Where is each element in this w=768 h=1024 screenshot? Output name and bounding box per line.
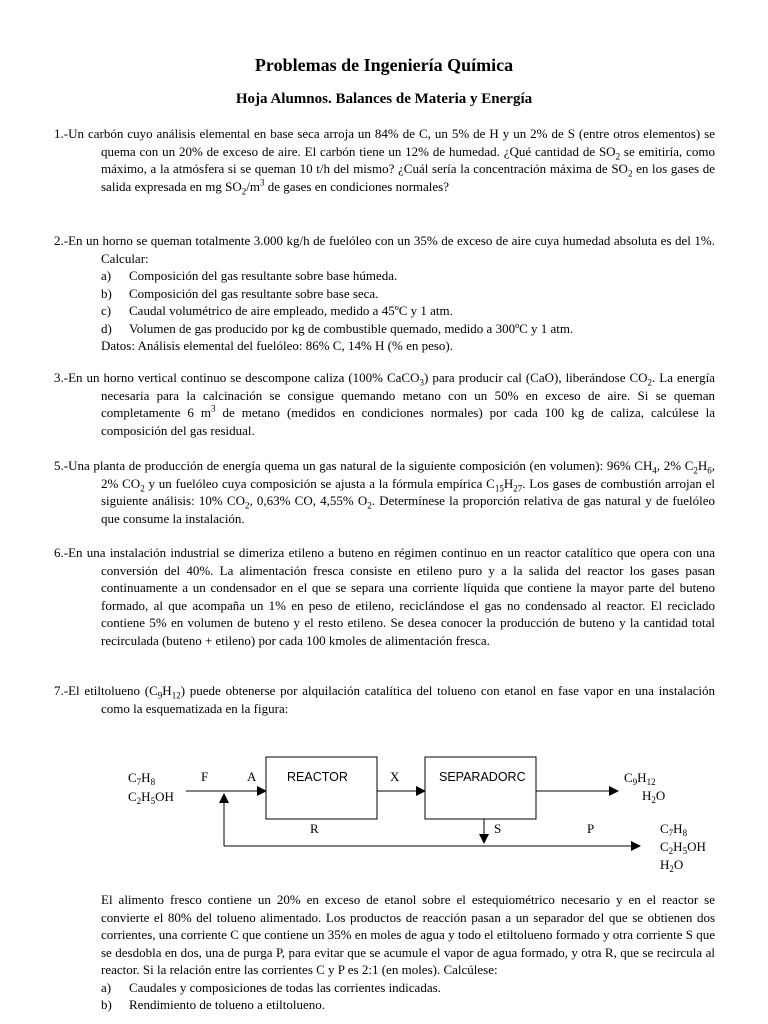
- problem-number: 1.-: [54, 126, 69, 141]
- page-title: Problemas de Ingeniería Química: [254, 55, 514, 75]
- problem-6: [54, 544, 715, 649]
- stream-r-label: R: [310, 821, 319, 836]
- problem-7-intro: 7.-El etiltolueno $(C_9H_{12})$ puede obtenerse por alquilación catalítica del tolueno con etanol en fase vapor en una instalación como la esquematizada en la figura:: [54, 683, 715, 716]
- problem-5-text: 5.-Una planta de producción de energía quema un gas natural de la siguiente composición (en volumen): 96% $CH_4$, 2% $C_2H_6$, 2% $CO_2$ y un fuelóleo cuya composición se ajusta a la fórmula empírica $C_{15}H_{27}$. Los gases de combustión arrojan el siguiente análisis: 10% $CO_2$, 0,63% CO, 4,55% $O_2$. Determínese la proporción relativa de gas natural y de fuelóleo que consume la instalación.: [54, 458, 716, 526]
- problem-2-list: [54, 267, 715, 337]
- process-diagram: [0, 740, 768, 880]
- stream-a-label: A: [247, 769, 257, 784]
- problem-7-text: El alimento fresco contiene un 20% en exceso de etanol sobre el estequiométrico necesario y en el reactor se convierte el 80% del tolueno alimentado. Los productos de reacción pasan a un separador del que se obtienen dos corrientes, una corriente C que contiene un 35% en moles de agua y todo el etiltolueno formado y otra corriente S que se desdobla en dos, una de purga P, para evitar que se acumule el vapor de agua formado, y otra R, que se recircula al reactor. Si la relación entre las corrientes C y P es 2:1 (en moles). Calcúlese:: [101, 892, 715, 977]
- purge-ethanol-label: $C_2H_5OH$: [660, 839, 706, 856]
- problem-number: 5.-: [54, 458, 69, 473]
- problem-5: [54, 457, 715, 527]
- list-item: d) Volumen de gas producido por kg de combustible quemado, medido a 300ºC y 1 atm.: [101, 320, 574, 336]
- problem-2: [54, 232, 715, 355]
- feed-toluene-label: $C_7H_8$: [128, 770, 156, 787]
- product-ethyltoluene-label: $C_9H_{12}$: [624, 770, 656, 787]
- list-item: b) Composición del gas resultante sobre base seca.: [101, 285, 379, 301]
- problem-number: 3.-: [54, 370, 69, 385]
- page-subtitle: Hoja Alumnos. Balances de Materia y Energía: [235, 91, 533, 107]
- problem-number: 7.-: [54, 683, 69, 698]
- problem-7-body: [54, 891, 715, 1014]
- problem-1-text: 1.-Un carbón cuyo análisis elemental en base seca arroja un 84% de C, un 5% de H y un 2% de S (entre otros elementos) se quema con un 20% de exceso de aire. El carbón tiene un 12% de humedad. ¿Qué cantidad de $SO_2$ se emitiría, como máximo, a la atmósfera si se queman 10 t/h del mismo? ¿Cuál sería la concentración máxima de $SO_2$ en los gases de salida expresada en mg $SO_2/m^3$ de gases en condiciones normales?: [54, 126, 715, 197]
- reactor-label: REACTOR: [287, 770, 348, 784]
- problem-6-text: 6.-En una instalación industrial se dimeriza etileno a buteno en régimen continuo en un reactor catalítico que opera con una conversión del 40%. La alimentación fresca consiste en etileno puro y a la salida del reactor los gases pasan continuamente a un condensador en el que se separa una corriente líquida que contiene la mayor parte del buteno formado, al que acompaña un 1% en peso de etileno, reciclándose el gas no condensado al reactor. El reciclado contiene 5% en volumen de buteno y el resto etileno. Se desea conocer la producción de buteno y la cantidad total recirculada (buteno + etileno) por cada 100 kmoles de alimentación fresca.: [54, 545, 715, 648]
- problem-number: 2.-: [54, 233, 69, 248]
- reactor-box: [266, 757, 377, 819]
- stream-f-label: F: [201, 769, 209, 784]
- separator-label: SEPARADORC: [439, 770, 526, 784]
- list-item: c) Caudal volumétrico de aire empleado, medido a 45ºC y 1 atm.: [101, 303, 453, 318]
- stream-s-label: S: [494, 821, 502, 836]
- problem-2-datos: Datos: Análisis elemental del fuelóleo: 86% C, 14% H (% en peso).: [101, 338, 454, 353]
- purge-water-label: $H_2O$: [660, 857, 684, 874]
- separator-box: [425, 757, 536, 819]
- problem-3: [54, 369, 715, 439]
- problem-3-text: 3.-En un horno vertical continuo se descompone caliza (100% CaCO$_3$) para producir cal (CaO), liberándose $CO_2$. La energía necesaria para la calcinación se consigue quemando metano con un 50% en exceso de aire. Si se queman completamente 6 $m^3$ de metano (medidos en condiciones normales) por cada 100 kg de caliza, calcúlese la composición del gas residual.: [54, 370, 716, 438]
- problem-number: 6.-: [54, 545, 69, 560]
- problem-7: [54, 682, 715, 717]
- problem-1: [54, 125, 715, 195]
- problem-7-list: [54, 979, 715, 1014]
- list-item: a) Composición del gas resultante sobre base húmeda.: [101, 268, 398, 283]
- stream-x-label: X: [390, 769, 400, 784]
- stream-p-label: P: [587, 821, 595, 836]
- list-item: b) Rendimiento de tolueno a etiltolueno.: [101, 997, 326, 1012]
- problem-2-intro: 2.-En un horno se queman totalmente 3.000 kg/h de fuelóleo con un 35% de exceso de aire cuya humedad absoluta es del 1%. Calcular:: [54, 233, 715, 266]
- feed-ethanol-label: $C_2H_5OH$: [128, 789, 174, 806]
- purge-toluene-label: $C_7H_8$: [660, 821, 688, 838]
- product-water-label: $H_2O$: [642, 788, 666, 805]
- list-item: a) Caudales y composiciones de todas las corrientes indicadas.: [101, 979, 441, 995]
